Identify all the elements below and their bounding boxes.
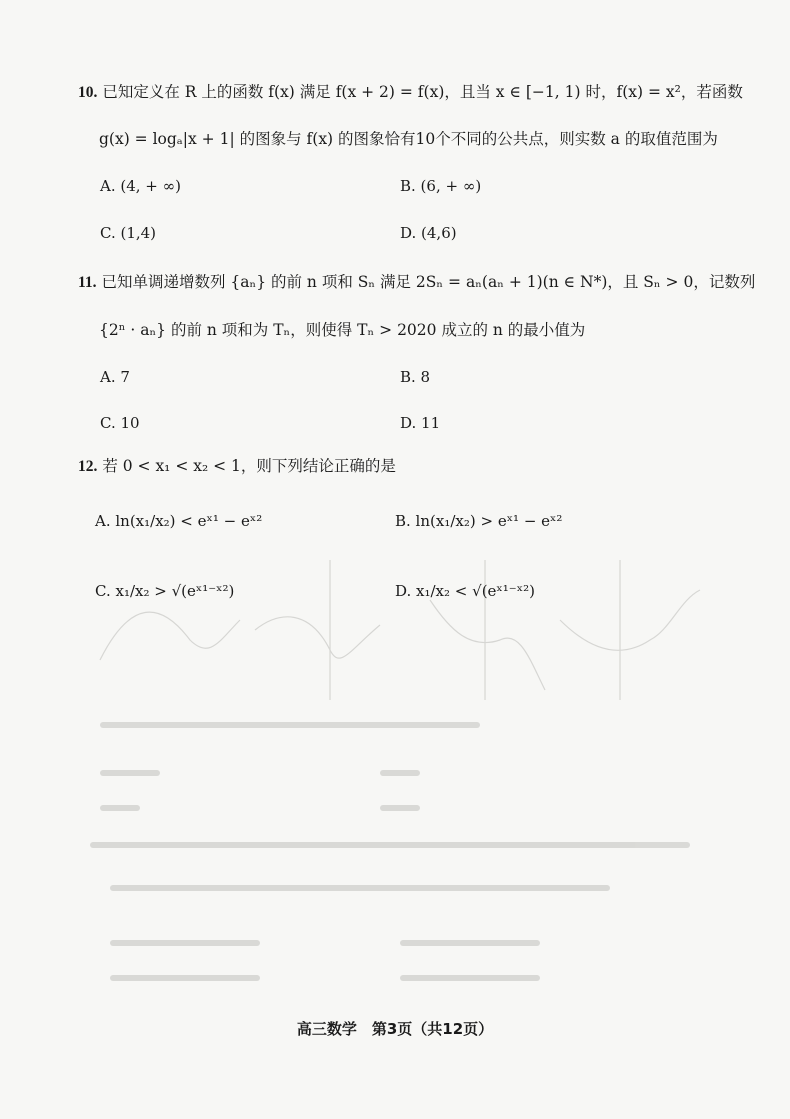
question-10-number: 10. [78,84,98,101]
question-10-stem-line2: g(x) = logₐ|x + 1| 的图象与 f(x) 的图象恰有10个不同的公共点，则实数 a 的取值范围为 [99,130,718,148]
question-10-option-b: B. (6, + ∞) [400,177,482,195]
question-11-number: 11. [78,274,97,291]
question-12-option-b: B. ln(x₁/x₂) > eˣ¹ − eˣ² [395,512,563,530]
question-11-option-c: C. 10 [100,414,140,432]
question-12-option-a: A. ln(x₁/x₂) < eˣ¹ − eˣ² [95,512,263,530]
page-footer: 高三数学 第3页（共12页） [296,1020,494,1038]
question-10-text-1: 已知定义在 R 上的函数 f(x) 满足 f(x + 2) = f(x)，且当 x ∈ [−1, 1) 时，f(x) = x²，若函数 [102,83,743,101]
question-10-option-a: A. (4, + ∞) [100,177,181,195]
question-12-option-c: C. x₁/x₂ > √(eˣ¹⁻ˣ²) [95,582,235,600]
question-11-option-d: D. 11 [400,414,441,432]
question-10-option-d: D. (4,6) [400,224,457,242]
question-11-text-1: 已知单调递增数列 {aₙ} 的前 n 项和 Sₙ 满足 2Sₙ = aₙ(aₙ + 1)(n ∈ N*)，且 Sₙ > 0，记数列 [101,273,756,291]
question-10-option-c: C. (1,4) [100,224,157,242]
question-10-stem-line1 [78,81,743,104]
question-12-text-1: 若 0 < x₁ < x₂ < 1，则下列结论正确的是 [102,457,396,475]
question-12-number: 12. [78,458,98,475]
question-11-stem-line2: {2ⁿ · aₙ} 的前 n 项和为 Tₙ，则使得 Tₙ > 2020 成立的 n 的最小值为 [99,321,586,339]
question-11-option-b: B. 8 [400,368,431,386]
question-12-stem-line1 [78,455,396,478]
question-11-stem-line1 [78,271,755,294]
question-11-option-a: A. 7 [100,368,130,386]
question-12-option-d: D. x₁/x₂ < √(eˣ¹⁻ˣ²) [395,582,535,600]
